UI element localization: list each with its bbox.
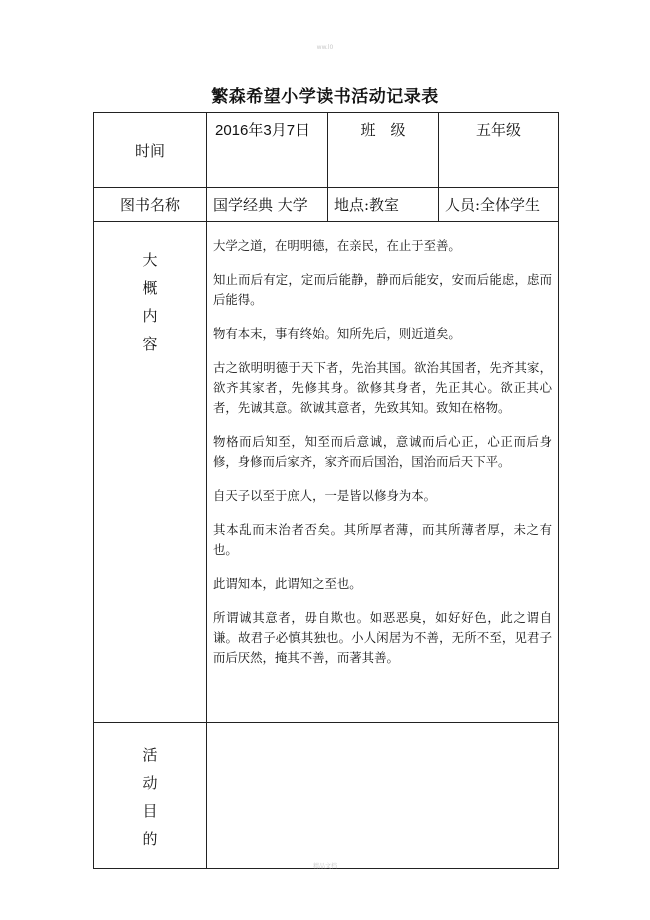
- location-field: 地点:教室: [328, 188, 439, 222]
- time-class-row: [94, 113, 559, 188]
- time-label: 时间: [94, 113, 207, 188]
- label-char: 容: [142, 335, 158, 353]
- class-label: 班 级: [328, 113, 439, 188]
- label-char: 目: [142, 802, 158, 820]
- content-paragraph: 大学之道，在明明德，在亲民，在止于至善。: [213, 238, 461, 253]
- content-row: [94, 222, 559, 723]
- page-title: 繁森希望小学读书活动记录表: [211, 87, 439, 107]
- footer-watermark: 精品文档: [312, 863, 337, 870]
- header-watermark: ww.l0: [316, 44, 334, 51]
- content-paragraph: 其本乱而末治者否矣。其所厚者薄，而其所薄者厚，未之有也。: [213, 522, 552, 557]
- label-char: 的: [142, 830, 158, 848]
- activity-purpose-text: [207, 723, 559, 869]
- content-paragraph: 此谓知本，此谓知之至也。: [213, 576, 362, 591]
- participants-field: 人员:全体学生: [439, 188, 559, 222]
- book-info-row: [94, 188, 559, 222]
- label-char: 大: [142, 251, 158, 269]
- label-char: 活: [142, 746, 158, 764]
- content-paragraph: 所谓诚其意者，毋自欺也。如恶恶臭，如好好色，此之谓自谦。故君子必慎其独也。小人闲居为不善，无所不至，见君子而后厌然，掩其不善，而著其善。: [213, 610, 552, 665]
- content-summary-text: [207, 222, 559, 723]
- activity-purpose-label: [94, 723, 207, 869]
- book-name-label: 图书名称: [94, 188, 207, 222]
- label-char: 动: [142, 774, 158, 792]
- date-value: 2016年3月7日: [207, 113, 328, 188]
- content-summary-label: [94, 222, 207, 723]
- content-paragraph: 物格而后知至，知至而后意诚，意诚而后心正，心正而后身修，身修而后家齐，家齐而后国治，国治而后天下平。: [213, 434, 552, 469]
- purpose-row: [94, 723, 559, 869]
- class-value: 五年级: [439, 113, 559, 188]
- book-name-value: 国学经典 大学: [207, 188, 328, 222]
- label-char: 概: [142, 279, 158, 297]
- content-paragraph: 物有本末，事有终始。知所先后，则近道矣。: [213, 326, 461, 341]
- content-paragraph: 自天子以至于庶人，一是皆以修身为本。: [213, 488, 437, 503]
- label-char: 内: [142, 307, 158, 325]
- content-paragraph: 古之欲明明德于天下者，先治其国。欲治其国者，先齐其家，欲齐其家者，先修其身。欲修其身者，先正其心。欲正其心者，先诚其意。欲诚其意者，先致其知。致知在格物。: [213, 360, 552, 415]
- content-paragraph: 知止而后有定，定而后能静，静而后能安，安而后能虑，虑而后能得。: [213, 272, 552, 307]
- record-table: [93, 112, 559, 869]
